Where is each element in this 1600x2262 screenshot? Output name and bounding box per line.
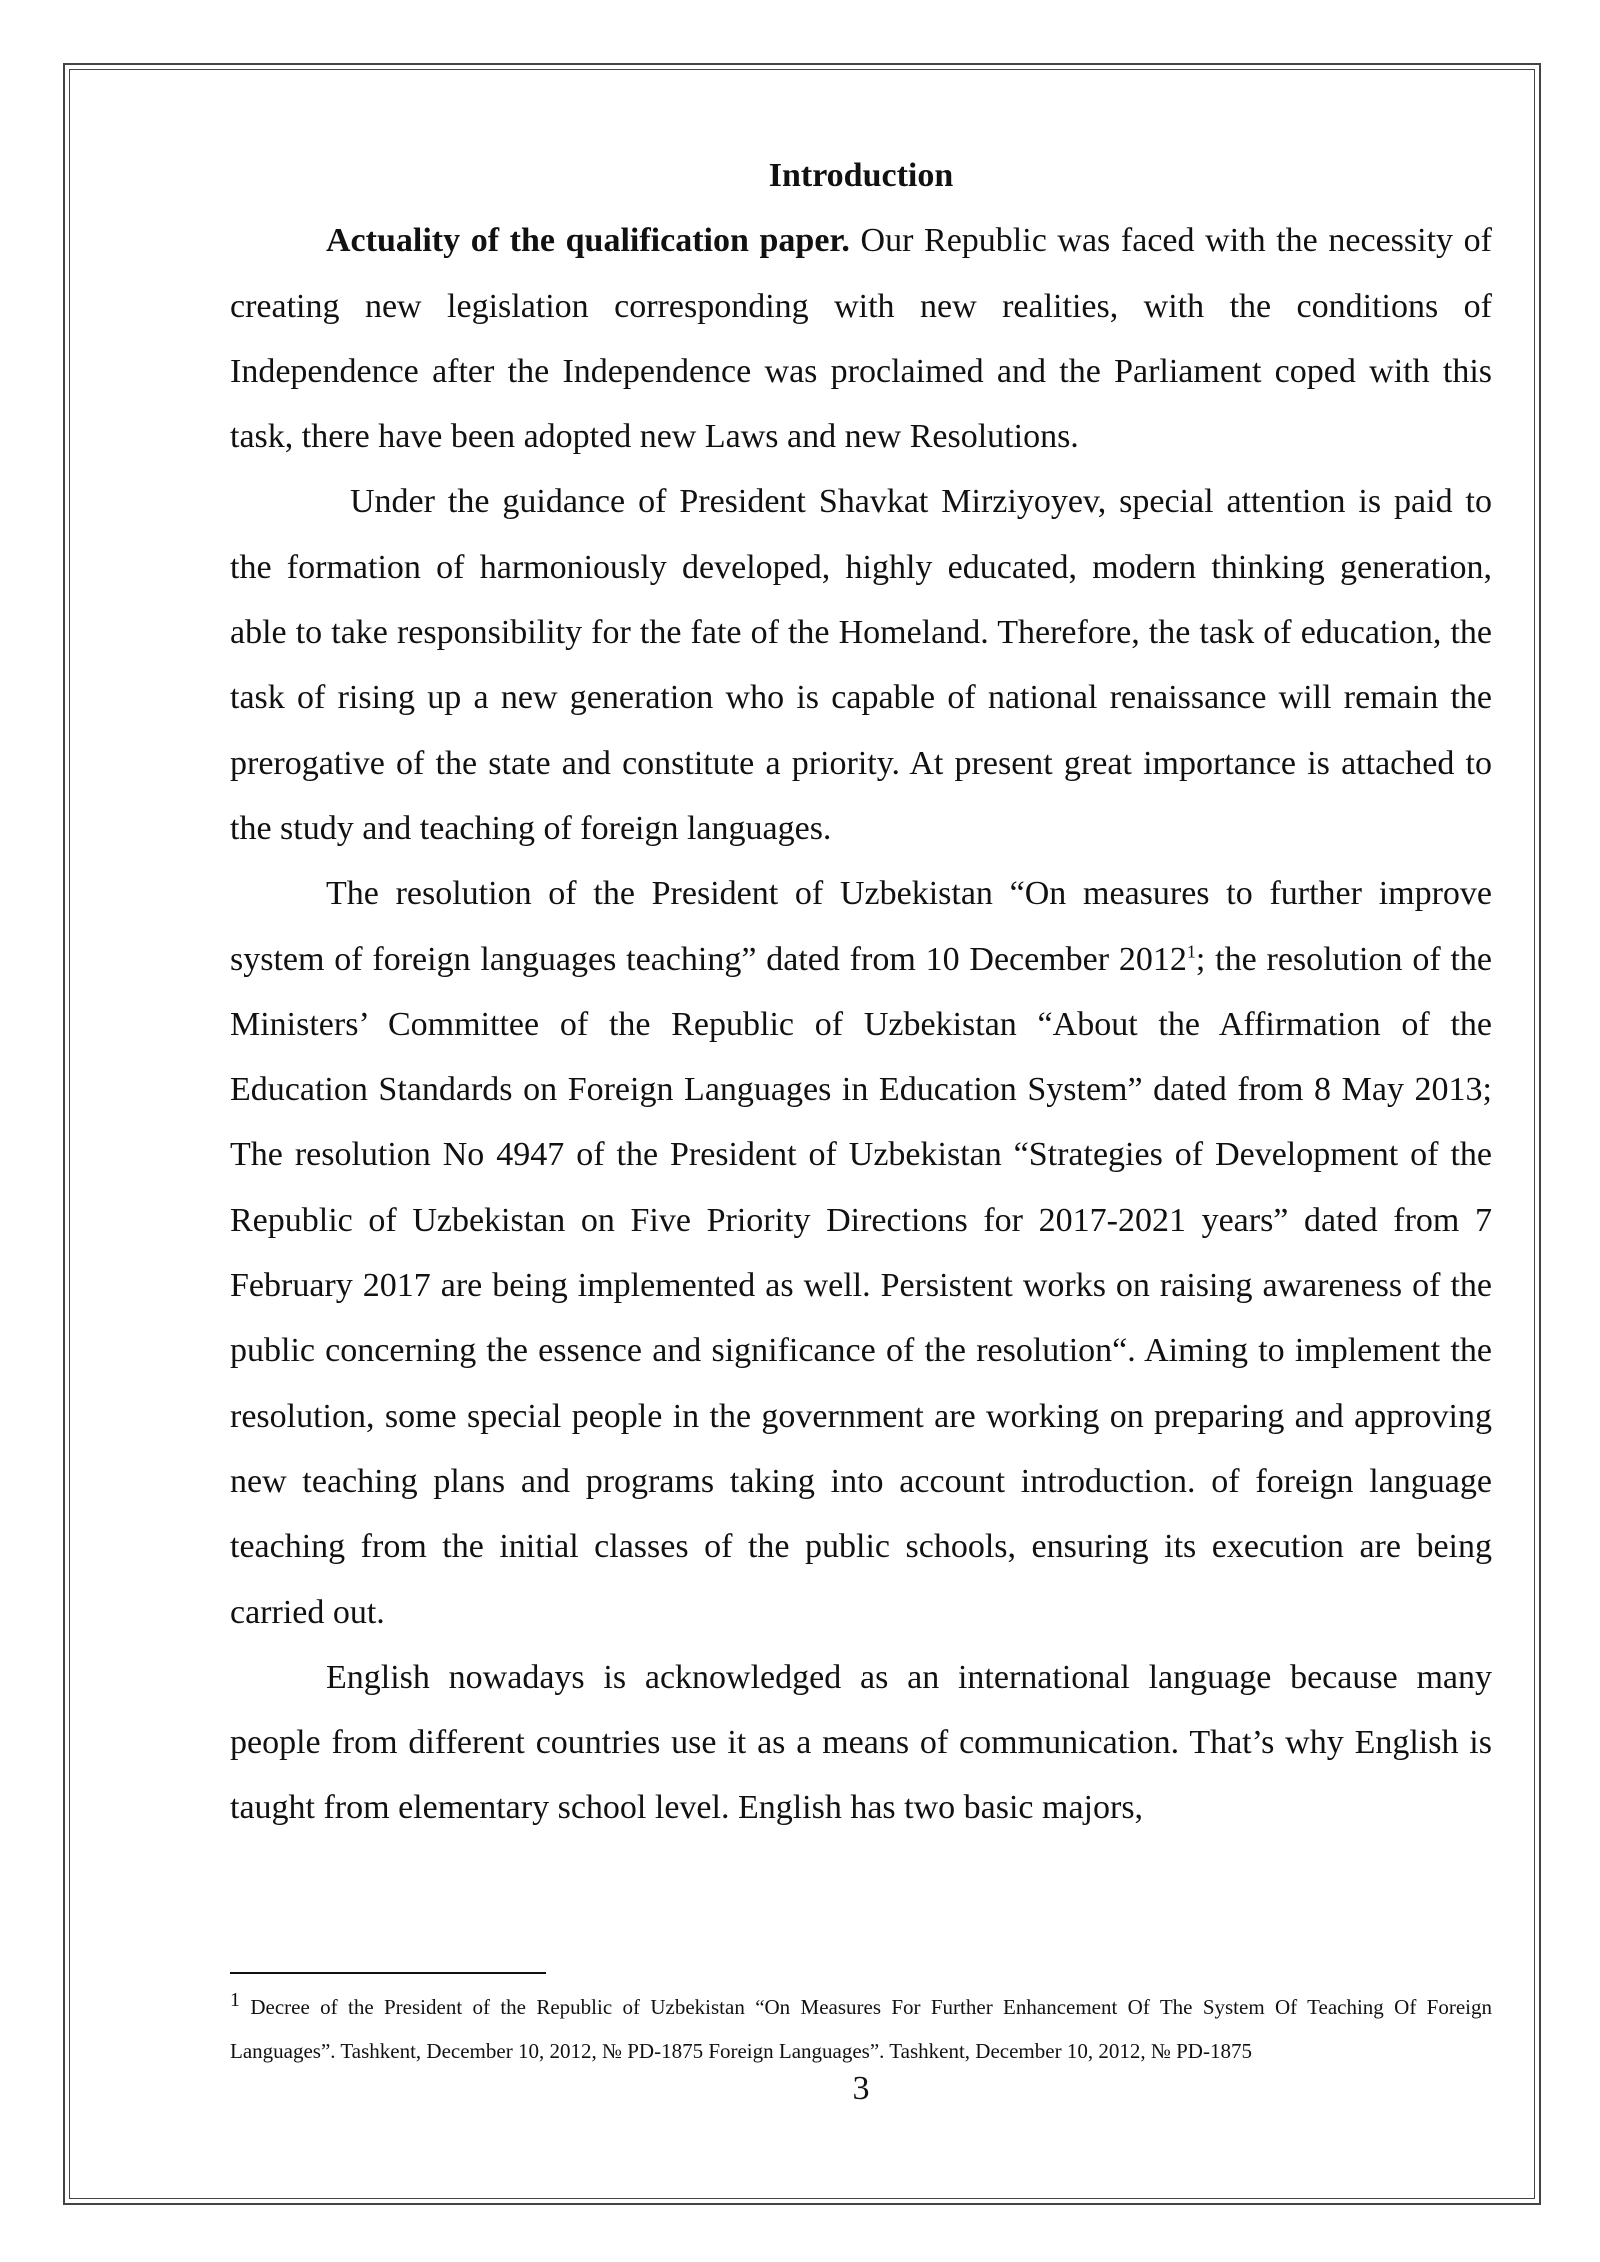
footnote-reference: 1 xyxy=(1186,941,1196,962)
footnote xyxy=(230,1985,1492,2073)
page-number: 3 xyxy=(852,2070,870,2107)
footnote-number: 1 xyxy=(230,1989,240,2011)
paragraph-resolutions xyxy=(230,861,1492,1645)
paragraph-english: English nowadays is acknowledged as an international language because many people from different countries use it as a means of communication. That’s why English is taught from elementary school level. English has two basic majors, xyxy=(230,1658,1492,1827)
paragraph-actuality xyxy=(230,208,1492,469)
paragraph-guidance: Under the guidance of President Shavkat Mirziyoyev, special attention is paid to the formation of harmoniously developed, highly educated, modern thinking generation, able to take responsibility for the fate of the Homeland. Therefore, the task of education, the task of rising up a new generation who is capable of national renaissance will remain the prerogative of the state and constitute a priority. At present great importance is attached to the study and teaching of foreign languages. xyxy=(230,483,1492,847)
paragraph-body: Our Republic was faced with the necessity of creating new legislation corresponding with new realities, with the conditions of Independence after the Independence was proclaimed and the Parliament coped with this task, there have been adopted new Laws and new Resolutions. xyxy=(230,222,1492,456)
paragraph-body-continued: ; the resolution of the Ministers’ Committee of the Republic of Uzbekistan “About the Affirmation of the Education Standards on Foreign Languages in Education System” dated from 8 May 2013; The resolution No 4947 of the President of Uzbekistan “Strategies of Development of the Republic of Uzbekistan on Five Priority Directions for 2017-2021 years” dated from 7 February 2017 are being implemented as well. Persistent works on raising awareness of the public concerning the essence and significance of the resolution“. Aiming to implement the resolution, some special people in the government are working on preparing and approving new teaching plans and programs taking into account introduction. of foreign language teaching from the initial classes of the public schools, ensuring its execution are being carried out. xyxy=(230,940,1492,1631)
main-text xyxy=(230,143,1492,1841)
section-title: Introduction xyxy=(768,157,954,194)
footnote-separator xyxy=(230,1972,546,1974)
paragraph-lead-heading: Actuality of the qualification paper. xyxy=(326,222,850,260)
paragraph-body: The resolution of the President of Uzbekistan “On measures to further improve system of foreign languages teaching” dated from 10 December 2012 xyxy=(230,875,1492,978)
footnote-text: Decree of the President of the Republic of Uzbekistan “On Measures For Further Enhancement Of The System Of Teaching Of Foreign Languages”. Tashkent, December 10, 2012, № PD-1875 Foreign Languages”. Tashkent, December 10, 2012, № PD-1875 xyxy=(230,1995,1492,2063)
